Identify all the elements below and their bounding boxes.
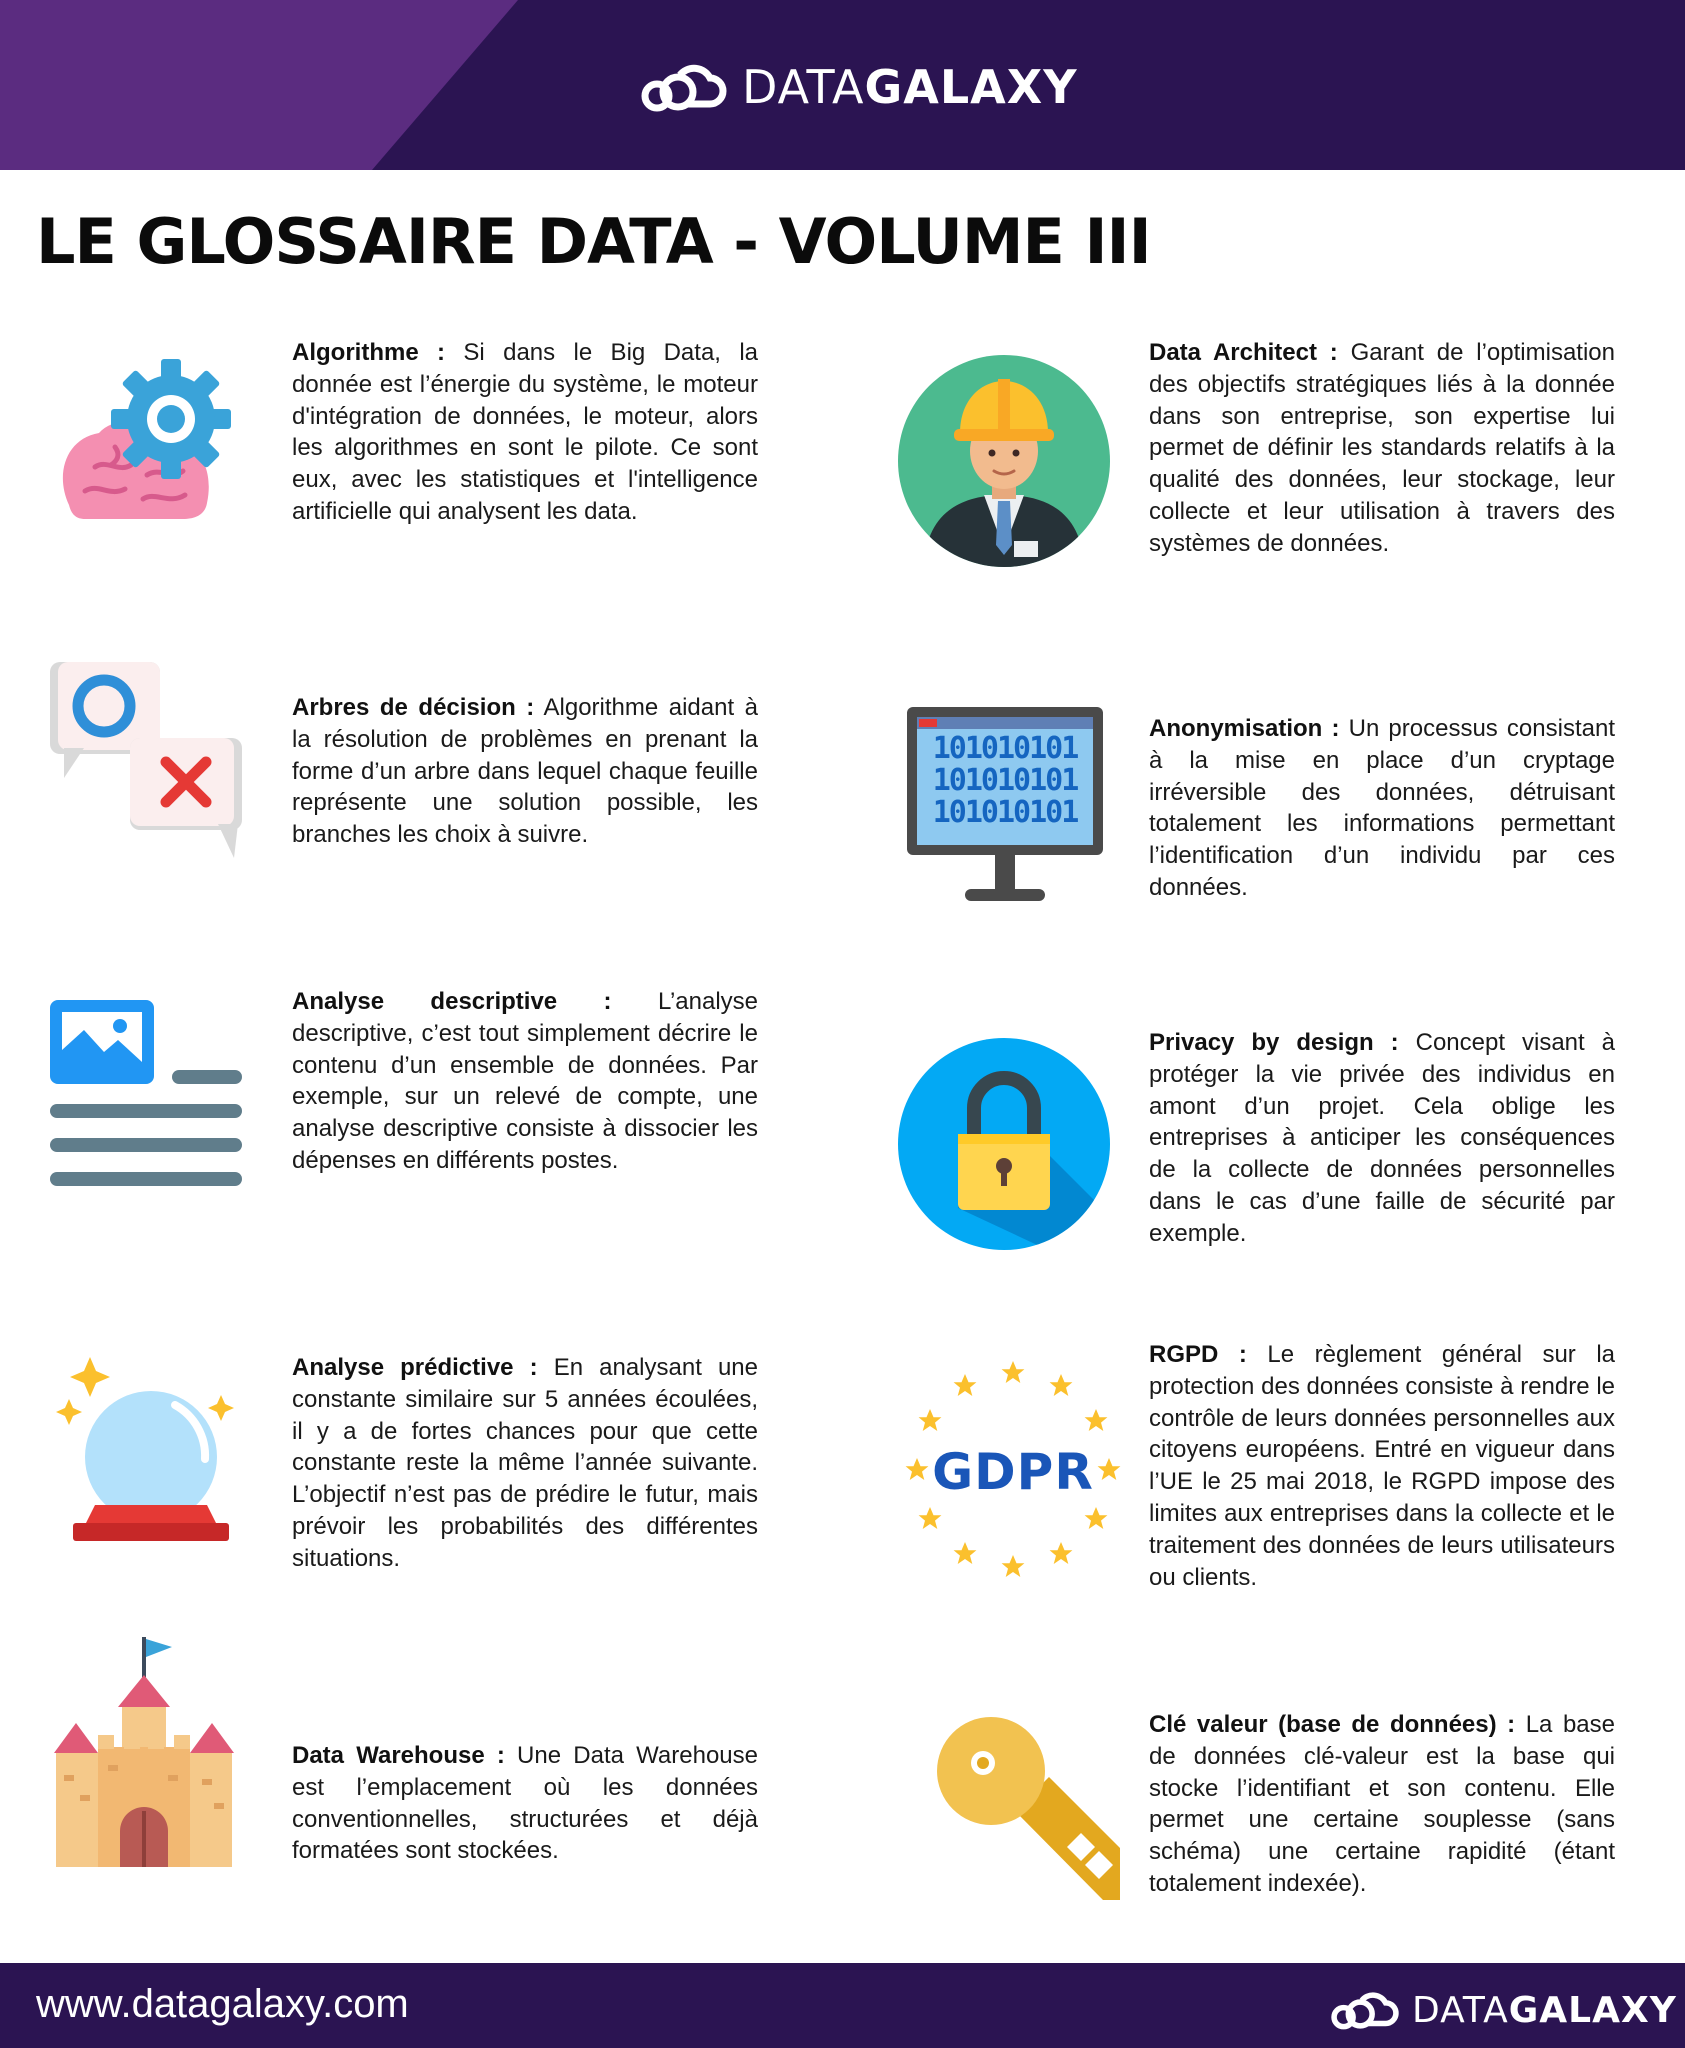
entry-term: Data Architect : xyxy=(1149,339,1338,366)
entry-definition: Le règlement général sur la protection des données consiste à rendre le contrôle de leurs données personnelles aux citoyens européens. Entré en vigueur dans l’UE le 25 mai 2018, le RGPD impose des limites aux entreprises dans la collecte et le traitement des données de leurs utilisateurs ou clients. xyxy=(1149,1341,1615,1591)
cloud-logo-icon xyxy=(1330,1987,1400,2033)
glossary-entry-privacy-by-design xyxy=(1149,1027,1615,1250)
document-image-icon xyxy=(48,998,248,1193)
gdpr-stars-icon xyxy=(898,1355,1128,1585)
binary-line: 101010101 xyxy=(932,795,1078,830)
entry-definition: L’analyse descriptive, c’est tout simplement décrire le contenu d’un ensemble de données. Par exemple, sur un relevé de compte, une analyse descriptive consiste à dissocier les dépenses en différents postes. xyxy=(292,988,759,1174)
glossary-entry-rgpd xyxy=(1149,1339,1615,1593)
glossary-entry-data-warehouse xyxy=(292,1740,758,1867)
entry-definition: Concept visant à protéger la vie privée des individus en amont d’un projet. Cela oblige les entreprises à anticiper les conséquences de la collecte de données personnelles dans le cas d’une faille de sécurité par exemple. xyxy=(1149,1029,1615,1247)
entry-definition: En analysant une constante similaire sur 5 années écoulées, il y a de fortes chances pour que cette constante reste la même l’année suivante. L’objectif n’est pas de prédire le futur, mais prévoir les probabilités des différentes situations. xyxy=(292,1354,758,1572)
brand-name: DATAGALAXY xyxy=(1412,1989,1677,2031)
entry-term: Data Warehouse : xyxy=(292,1742,505,1769)
glossary-entry-cle-valeur xyxy=(1149,1709,1615,1900)
key-icon xyxy=(935,1715,1120,1900)
decision-bubbles-icon xyxy=(48,660,248,860)
header-logo[interactable] xyxy=(640,52,1078,122)
entry-term: RGPD : xyxy=(1149,1341,1247,1368)
entry-term: Clé valeur (base de données) : xyxy=(1149,1711,1516,1738)
glossary-entry-arbres-de-decision xyxy=(292,692,758,851)
brand-name: DATAGALAXY xyxy=(742,60,1078,114)
entry-term: Analyse prédictive : xyxy=(292,1354,538,1381)
footer-logo[interactable] xyxy=(1330,1985,1677,2035)
cloud-logo-icon xyxy=(640,58,728,116)
entry-term: Anonymisation : xyxy=(1149,715,1340,742)
entry-definition: Une Data Warehouse est l’emplacement où les données conventionnelles, structurées et déjà formatées sont stockées. xyxy=(292,1742,758,1865)
glossary-entry-data-architect xyxy=(1149,337,1615,560)
entry-definition: Algorithme aidant à la résolution de problèmes en prenant la forme d’un arbre dans lequel chaque feuille représente une solution possible, les branches les choix à suivre. xyxy=(292,694,758,849)
crystal-ball-icon xyxy=(55,1355,240,1550)
glossary-entry-analyse-descriptive xyxy=(292,986,758,1177)
entry-term: Algorithme : xyxy=(292,339,446,366)
page-title: LE GLOSSAIRE DATA - VOLUME III xyxy=(36,205,1151,278)
entry-definition: Garant de l’optimisation des objectifs stratégiques liés à la donnée dans son entreprise, son expertise lui permet de définir les standards relatifs à la qualité des données, leur stockage, leur collecte et leur utilisation à travers des systèmes de données. xyxy=(1149,339,1615,557)
padlock-icon xyxy=(898,1038,1110,1250)
entry-definition: La base de données clé-valeur est la base qui stocke l’identifiant et son contenu. Elle permet une certaine souplesse (sans schéma) une certaine rapidité (étant totalement indexée). xyxy=(1149,1711,1615,1897)
binary-monitor-icon xyxy=(905,705,1105,905)
binary-line: 101010101 xyxy=(932,731,1078,766)
entry-definition: Si dans le Big Data, la donnée est l’énergie du système, le moteur d'intégration de données, le moteur, alors les algorithmes en sont le pilote. Ce sont eux, avec les statistiques et l'intelligence artificielle qui analysent les data. xyxy=(292,339,759,525)
glossary-entry-analyse-predictive xyxy=(292,1352,758,1575)
entry-term: Privacy by design : xyxy=(1149,1029,1399,1056)
glossary-entry-anonymisation xyxy=(1149,713,1615,904)
brain-gear-icon xyxy=(55,355,235,535)
footer-website-link[interactable]: www.datagalaxy.com xyxy=(36,1982,409,2026)
architect-avatar-icon xyxy=(898,355,1110,567)
binary-line: 101010101 xyxy=(932,763,1078,798)
glossary-entry-algorithme xyxy=(292,337,758,528)
entry-term: Arbres de décision : xyxy=(292,694,535,721)
castle-icon xyxy=(42,1635,247,1870)
entry-term: Analyse descriptive : xyxy=(292,988,612,1015)
entry-definition: Un processus consistant à la mise en place d’un cryptage irréversible des données, détruisant totalement les informations permettant l’identification d’un individu par ces données. xyxy=(1149,715,1615,901)
gdpr-badge-text: GDPR xyxy=(932,1443,1094,1501)
